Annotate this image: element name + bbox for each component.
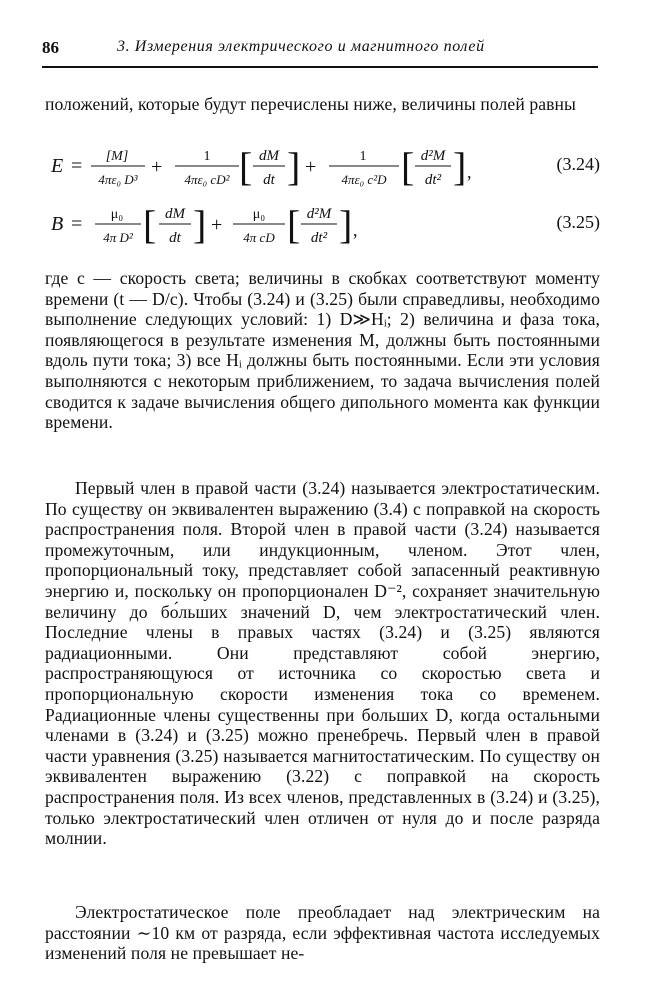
equation-3-25 bbox=[45, 200, 600, 256]
eq1-term3-bracket-left: [ bbox=[401, 144, 415, 189]
eq2-term2-denominator: 4π cD bbox=[243, 230, 275, 245]
eq1-term1-numerator: [M] bbox=[105, 149, 129, 164]
eq1-term1-denominator: 4πε₀ D³ bbox=[98, 172, 138, 187]
eq2-term2-bracket-denominator: dt² bbox=[310, 230, 328, 246]
eq1-term3-bracket-numerator: d²M bbox=[420, 148, 446, 164]
page-header bbox=[42, 38, 598, 64]
page-number: 86 bbox=[42, 38, 59, 57]
eq2-term1-bracket-right: ] bbox=[193, 202, 207, 247]
eq2-term1-bracket-numerator: dM bbox=[165, 206, 185, 222]
eq1-term3-bracket-right: ] bbox=[453, 144, 467, 189]
eq2-term2-bracket-right: ] bbox=[339, 202, 353, 247]
equation-3-24 bbox=[45, 140, 600, 196]
eq1-plus1: + bbox=[151, 156, 163, 178]
equation-number-3-24: (3.24) bbox=[556, 154, 600, 174]
eq1-term2-bracket-numerator: dM bbox=[259, 148, 279, 164]
eq1-term3-numerator: 1 bbox=[359, 149, 367, 164]
header-rule bbox=[42, 66, 598, 68]
eq1-term3-denominator: 4πε₀ c²D bbox=[341, 172, 387, 187]
eq2-term1-bracket-denominator: dt bbox=[169, 230, 181, 246]
eq1-plus2: + bbox=[305, 156, 317, 178]
eq1-equals: = bbox=[71, 155, 83, 177]
eq1-term3-bracket-denominator: dt² bbox=[424, 172, 442, 188]
eq1-term2-denominator: 4πε₀ cD² bbox=[184, 172, 230, 187]
eq2-comma: , bbox=[353, 220, 358, 240]
eq2-term1-numerator: μ₀ bbox=[110, 207, 124, 222]
eq2-lhs: B bbox=[51, 213, 64, 235]
eq1-term2-bracket-denominator: dt bbox=[263, 172, 275, 188]
paragraph-electrostatic-dominance: Электростатическое поле преобладает над электрическим на расстоянии ∼10 км от разряда, если эффективная частота исследуемых изменений поля не превышает не- bbox=[45, 902, 600, 964]
eq1-term2-bracket-left: [ bbox=[239, 144, 253, 189]
paragraph-conditions: где c — скорость света; величины в скобках соответствуют моменту времени (t — D/c). Чтобы (3.24) и (3.25) были справедливы, необходимо выполнение следующих условий: 1) D≫Hᵢ; 2) величина и фаза тока, появляющегося в результате изменения M, должны быть постоянными вдоль пути тока; 3) все Hᵢ должны быть постоянными. Если эти условия выполняются с некоторым приближением, то задача вычисления полей сводится к задаче вычисления общего дипольного момента как функции времени. bbox=[45, 268, 600, 433]
eq1-term2-numerator: 1 bbox=[203, 149, 211, 164]
eq2-plus: + bbox=[211, 214, 223, 236]
paragraph-field-terms: Первый член в правой части (3.24) называется электростатическим. По существу он эквивалентен выражению (3.4) с поправкой на скорость распространения поля. Второй член в правой части (3.24) называется промежуточным, или индукционным, членом. Этот член, пропорциональный току, представляет собой запасенный реактивную энергию и, поскольку он пропорционален D⁻², сохраняет значительную величину до бо́льших значений D, чем электростатический член. Последние члены в правых частях (3.24) и (3.25) являются радиационными. Они представляют собой энергию, распространяющуюся от источника со скоростью света и пропорциональную скорости изменения тока со временем. Радиационные члены существенны при больших D, когда остальными членами в (3.24) и (3.25) можно пренебречь. Первый член в правой части уравнения (3.25) называется магнитостатическим. По существу он эквивалентен выражению (3.22) с поправкой на скорость распространения поля. Из всех членов, представленных в (3.24) и (3.25), только электростатический член отличен от нуля до и после разряда молнии. bbox=[45, 478, 600, 849]
equation-number-3-25: (3.25) bbox=[556, 212, 600, 232]
eq2-term1-bracket-left: [ bbox=[143, 202, 157, 247]
paragraph-intro: положений, которые будут перечислены ниже, величины полей равны bbox=[45, 94, 576, 114]
eq2-term2-bracket-numerator: d²M bbox=[306, 206, 332, 222]
equation-3-24-formula bbox=[45, 140, 525, 196]
equation-3-25-formula bbox=[45, 200, 465, 256]
eq2-term2-numerator: μ₀ bbox=[252, 207, 266, 222]
eq2-term2-bracket-left: [ bbox=[287, 202, 301, 247]
eq2-equals: = bbox=[71, 213, 83, 235]
eq2-term1-denominator: 4π D² bbox=[103, 230, 133, 245]
eq1-lhs: E bbox=[51, 155, 64, 177]
running-title: 3. Измерения электрического и магнитного полей bbox=[117, 38, 485, 55]
eq1-comma: , bbox=[467, 162, 472, 182]
eq1-term2-bracket-right: ] bbox=[287, 144, 301, 189]
